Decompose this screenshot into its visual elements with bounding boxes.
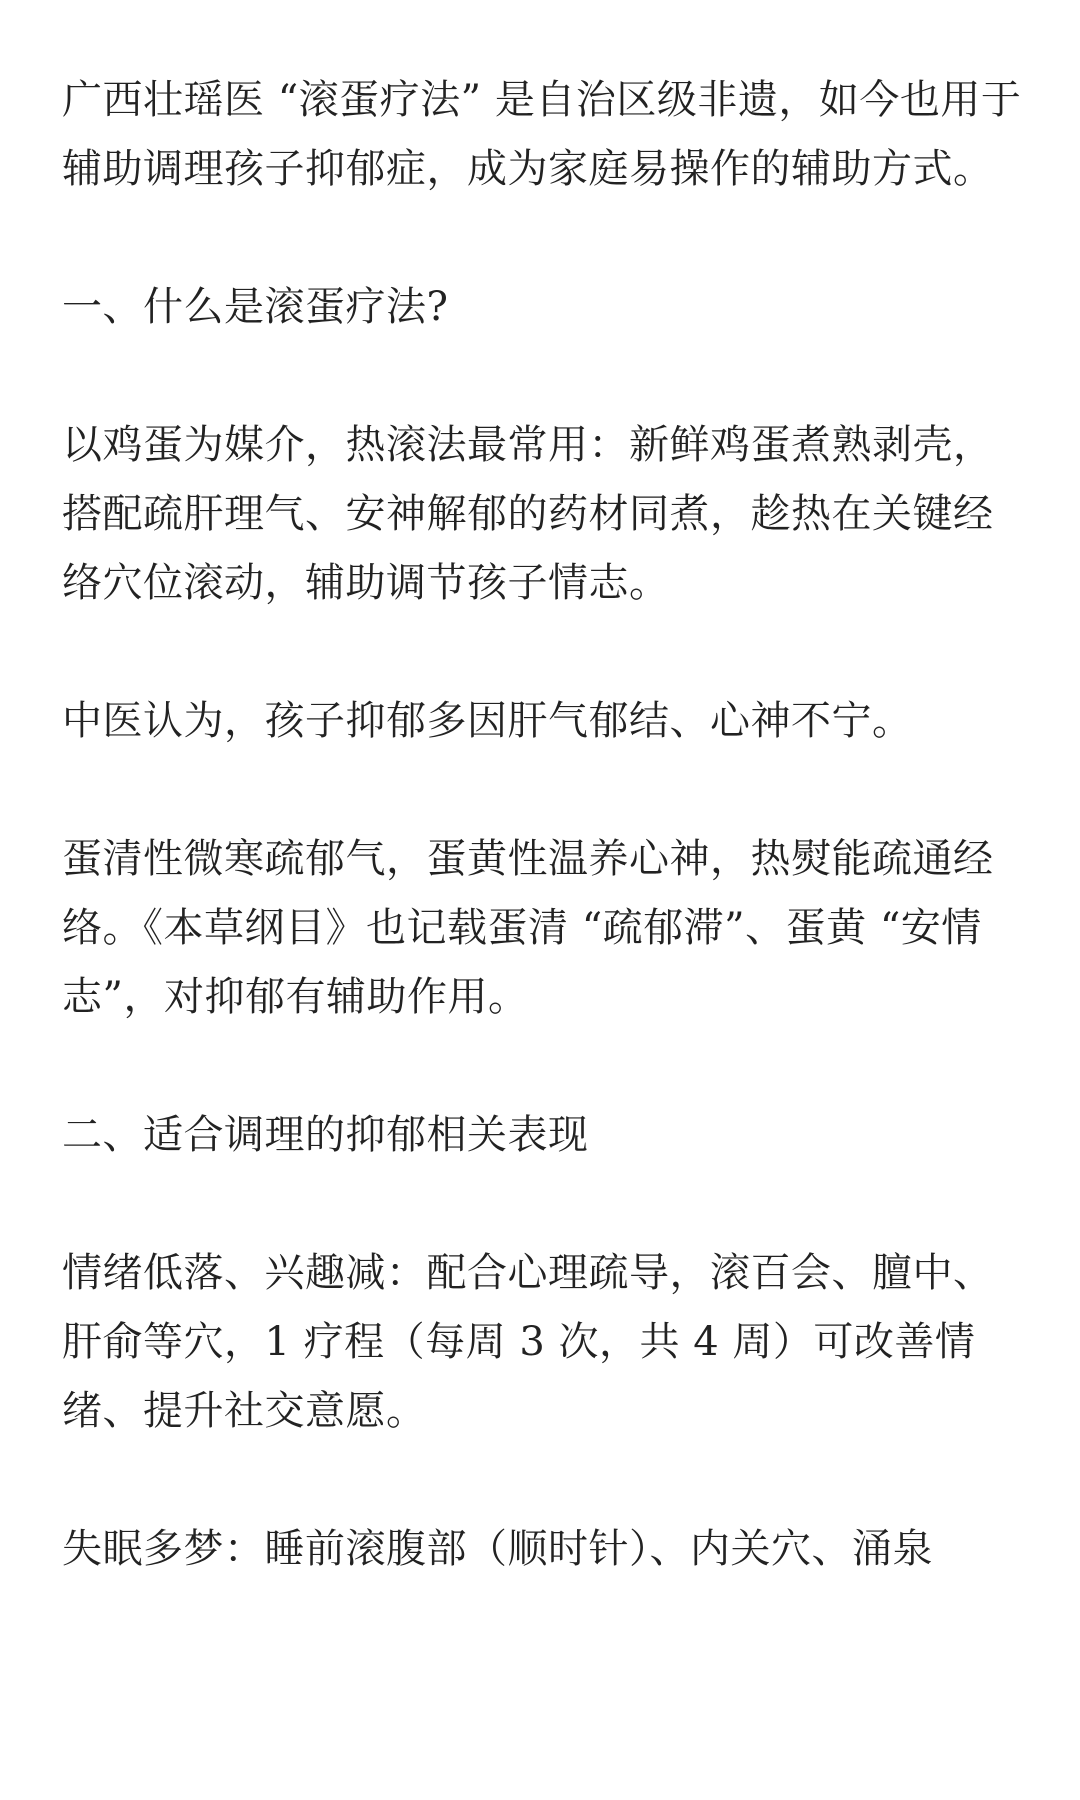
egg-properties-paragraph: 蛋清性微寒疏郁气，蛋黄性温养心神，热熨能疏通经络。《本草纲目》也记载蛋清 “疏郁滞”、蛋黄 “安情志”，对抑郁有辅助作用。 xyxy=(62,836,994,1020)
section-heading-what-is: 一、什么是滚蛋疗法? xyxy=(62,284,449,330)
insomnia-paragraph: 失眠多梦：睡前滚腹部（顺时针）、内关穴、涌泉 xyxy=(62,1526,933,1572)
tcm-view-paragraph: 中医认为，孩子抑郁多因肝气郁结、心神不宁。 xyxy=(62,698,913,744)
section-heading-symptoms: 二、适合调理的抑郁相关表现 xyxy=(62,1112,589,1158)
intro-paragraph: 广西壮瑶医 “滚蛋疗法” 是自治区级非遗，如今也用于辅助调理孩子抑郁症，成为家庭易操作的辅助方式。 xyxy=(62,77,1022,192)
method-paragraph: 以鸡蛋为媒介，热滚法最常用：新鲜鸡蛋煮熟剥壳，搭配疏肝理气、安神解郁的药材同煮，趁热在关键经络穴位滚动，辅助调节孩子情志。 xyxy=(62,422,994,606)
low-mood-paragraph: 情绪低落、兴趣减：配合心理疏导，滚百会、膻中、肝俞等穴，1 疗程（每周 3 次，共 4 周）可改善情绪、提升社交意愿。 xyxy=(62,1250,994,1434)
